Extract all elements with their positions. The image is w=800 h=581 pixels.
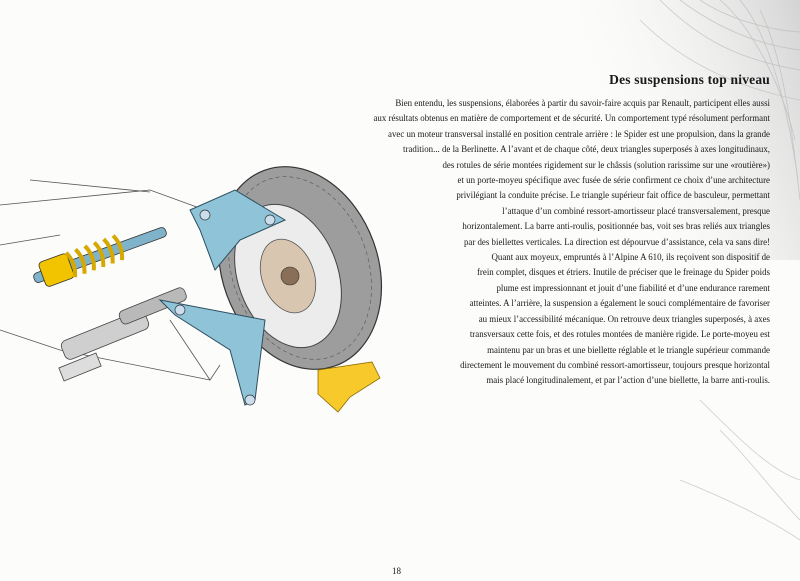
section-heading: Des suspensions top niveau bbox=[609, 72, 770, 87]
body-line: atteintes. A l’arrière, la suspension a également le souci complémentaire de favoriser bbox=[469, 298, 770, 309]
body-line: des rotules de série montées rigidement sur le châssis (solution rarissime sur une «routière») bbox=[442, 159, 770, 170]
body-line: horizontalement. La barre anti-roulis, positionnée bas, voit ses bras reliés aux triangles bbox=[462, 221, 770, 232]
body-paragraph bbox=[300, 96, 770, 389]
body-line: par des biellettes verticales. La direction est dépourvue d’assistance, cela va sans dire! bbox=[463, 236, 770, 247]
coil-spring-shock bbox=[33, 226, 168, 287]
body-line: et un porte-moyeu spécifique avec fusée de série confirment ce choix d’une architecture bbox=[457, 175, 770, 186]
body-line: directement le mouvement du combiné ressort-amortisseur, toujours presque horizontal bbox=[460, 359, 770, 370]
body-line: mais placé longitudinalement, et par l’action d’une biellette, la barre anti-roulis. bbox=[486, 375, 770, 386]
body-line: l’attaque d’un combiné ressort-amortisseur placé transversalement, presque bbox=[502, 205, 770, 216]
body-line: Bien entendu, les suspensions, élaborées à partir du savoir-faire acquis par Renault, participent elles aussi bbox=[395, 98, 770, 108]
page-number: 18 bbox=[392, 566, 401, 576]
body-line: avec un moteur transversal installé en position centrale arrière : le Spider est une propulsion, dans la grande bbox=[388, 128, 770, 139]
body-line: tradition... de la Berlinette. A l’avant et de chaque côté, deux triangles superposés à axes longitudinaux, bbox=[403, 144, 770, 155]
body-line: maintenu par un bras et une biellette réglable et le triangle supérieur commande bbox=[487, 344, 770, 355]
body-line: au mieux l’accessibilité mécanique. On retrouve deux triangles superposés, à axes bbox=[478, 313, 770, 324]
body-line: plume est impressionnant et jouit d’une fiabilité et d’une endurance rarement bbox=[496, 282, 770, 293]
body-line: privilégiant la conduite précise. Le triangle supérieur fait office de basculeur, permettant bbox=[456, 190, 770, 201]
body-line: frein complet, disques et étriers. Inutile de préciser que le freinage du Spider poids bbox=[476, 267, 770, 278]
body-line: Quant aux moyeux, empruntés à l’Alpine A 610, ils reçoivent son dispositif de bbox=[491, 252, 770, 263]
body-line: aux résultats obtenus en matière de comportement et de sécurité. Un comportement typé résolument performant bbox=[373, 113, 770, 124]
drive-shaft bbox=[59, 286, 188, 381]
body-line: transversaux cette fois, et des rotules montées de manière rigide. Le porte-moyeu est bbox=[469, 329, 770, 340]
